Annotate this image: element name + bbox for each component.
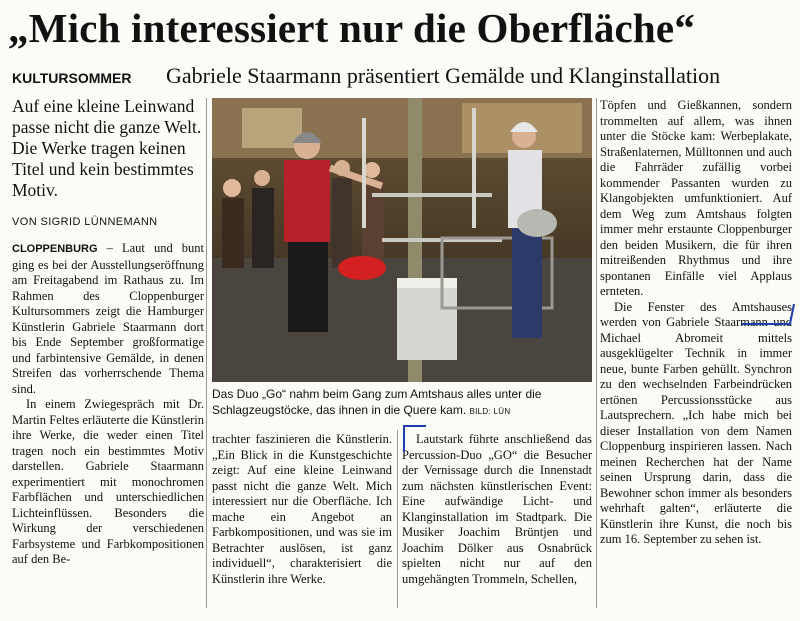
- article-column-1: [12, 241, 204, 568]
- subheadline: Gabriele Staarmann präsentiert Gemälde und Klanginstallation: [166, 63, 721, 88]
- paragraph: Töpfen und Gießkannen, sondern trommelten auf allem, was ihnen unter die Stöcke kam: Werbeplakate, Straßenlaternen, Mülltonnen und auch die Fahrräder zufällig vorbei kommender Passanten wurden zu Klangobjekten umfunktioniert. Auf dem Weg zum Amtshaus folgten immer mehr erstaunte Cloppenburger den beiden Musikern, die für ihren mitreißenden Rhythmus und ihre spontanen Einfälle viel Applaus ernteten.: [600, 98, 792, 298]
- paragraph: Die Fenster des Amtshauses werden von Gabriele Staarmann und Michael Abromeit mittels ausgeklügelter Technik in immer neue, bunte Farben gehüllt. Synchron zu den wechselnden Farbeindrücken ertönen Percussionsstücke aus Lautsprechern. „Ich habe mich bei dieser Installation von dem Namen Cloppenburg inspirieren lassen. Nach meinen Recherchen hat der Name seinen Ursprung darin, dass die Bewohner schon immer als besonders wehrhaft galten“, erläuterte die Künstlerin ihre Kunst, die noch bis zum 16. September zu sehen ist.: [600, 299, 792, 546]
- column-divider: [206, 98, 207, 608]
- paragraph: Lautstark führte anschließend das Percussion-Duo „GO“ die Besucher der Vernissage durch die Innenstadt zum nächsten künstlerischen Event: Eine aufwändige Licht- und Klanginstallation im Stadtpark. Die Musiker Joachim Brüntjen und Joachim Dölker aus Osnabrück spielten nicht nur auf den umgehängten Trommeln, Schellen,: [402, 432, 592, 586]
- photo-drawing: [212, 98, 592, 382]
- article-column-2: [212, 432, 392, 587]
- dateline-place: CLOPPENBURG: [12, 243, 98, 255]
- kicker-label: KULTURSOMMER: [12, 70, 132, 86]
- column-divider: [397, 430, 398, 608]
- photo-caption: [212, 386, 594, 420]
- teaser-text: Auf eine kleine Leinwand passe nicht die ganze Welt. Die Werke tragen keinen Titel und kein bestimmtes Motiv.: [12, 96, 202, 200]
- column-divider: [596, 98, 597, 608]
- pen-bracket-mark: [740, 300, 798, 330]
- photo-credit: BILD: LÜN: [469, 407, 511, 416]
- paragraph: – Laut und bunt ging es bei der Ausstellungseröffnung am Freitagabend im Rathaus zu. Im Rahmen des Cloppenburger Kultursommers zeigt die Hamburger Künstlerin Gabriele Staarmann dort bis Ende September großformatige und farbintensive Gemälde, in denen Streifen das vorherrschende Thema sind.: [12, 241, 204, 396]
- paragraph: trachter faszinieren die Künstlerin. „Ein Blick in die Kunstgeschichte zeigt: Auf eine kleine Leinwand passt nicht die ganze Welt. Mich interessiert nur die Oberfläche. Ich mache ein Angebot an Farbkompositionen, und was sie im Betrachter auslösen, ist ganz individuell“, charakterisiert die Künstlerin ihre Werke.: [212, 432, 392, 586]
- author-byline: VON SIGRID LÜNNEMANN: [12, 216, 158, 228]
- pen-bracket-mark: [398, 424, 428, 454]
- article-column-3: [402, 432, 592, 587]
- caption-text: Das Duo „Go“ nahm beim Gang zum Amtshaus alles unter die Schlagzeugstöcke, das ihnen in die Quere kam.: [212, 387, 542, 417]
- headline: „Mich interessiert nur die Oberfläche“: [8, 5, 696, 51]
- article-photo: [212, 98, 592, 382]
- paragraph: In einem Zwiegespräch mit Dr. Martin Feltes erläuterte die Künstlerin ihre Werke, die weder einen Titel tragen noch ein bestimmtes Motiv darstellen. Gabriele Staarmann experimentiert mit monochromen Farbflächen und unterschiedlichen Lichteinflüssen. Besonders die Wirkung der verschiedenen Farbsysteme und Farbkompositionen auf den Be-: [12, 397, 204, 566]
